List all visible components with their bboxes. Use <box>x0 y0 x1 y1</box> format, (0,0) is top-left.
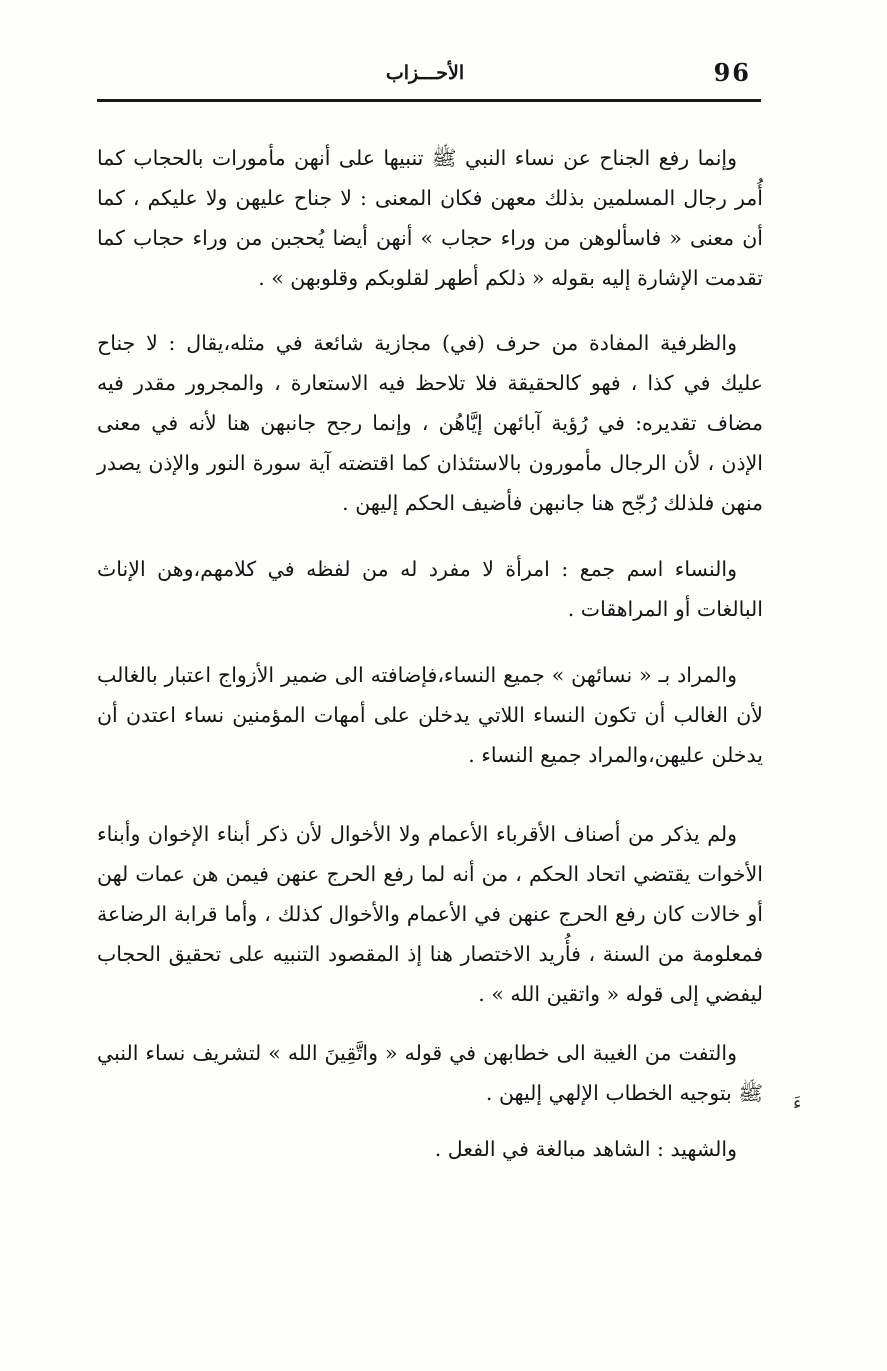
running-title: الأحـــزاب <box>385 62 465 84</box>
page-header <box>97 58 761 98</box>
paragraph-5: ولم يذكر من أصناف الأقرباء الأعمام ولا الأخوال لأن ذكر أبناء الإخوان وأبناء الأخوات يقتضي اتحاد الحكم ، من أنه لما رفع الحرج عنهن فيمن هن عمات لهن أو خالات كان رفع الحرج عنهن في الأعمام والأخوال كذلك ، وأما قرابة الرضاعة فمعلومة من السنة ، فأُريد الاختصار هنا إذ المقصود التنبيه على تحقيق الحجاب ليفضي إلى قوله « واتقين الله » . <box>97 822 763 1006</box>
margin-mark: ءَ <box>793 1093 802 1114</box>
paragraph-6: والتفت من الغيبة الى خطابهن في قوله « واتَّقِينَ الله » لتشريف نساء النبي ﷺ بتوجيه الخطاب الإلهي إليهن . <box>97 1041 763 1105</box>
paragraph-1: وإنما رفع الجناح عن نساء النبي ﷺ تنبيها على أنهن مأمورات بالحجاب كما أُمر رجال المسلمين بذلك معهن فكان المعنى : لا جناح عليهن ولا عليكم ، كما أن معنى « فاسألوهن من وراء حجاب » أنهن أيضا يُحجبن من وراء حجاب كما تقدمت الإشارة إليه بقوله « ذلكم أطهر لقلوبكم وقلوبهن » . <box>97 146 763 290</box>
paragraph-4: والمراد بـ « نسائهن » جميع النساء،فإضافته الى ضمير الأزواج اعتبار بالغالب لأن الغالب أن تكون النساء اللاتي يدخلن على أمهات المؤمنين نساء اعتدن أن يدخلن عليهن،والمراد جميع النساء . <box>97 663 763 767</box>
header-rule <box>97 99 761 102</box>
paragraph-2: والظرفية المفادة من حرف (في) مجازية شائعة في مثله،يقال : لا جناح عليك في كذا ، فهو كالحقيقة فلا تلاحظ فيه الاستعارة ، والمجرور مقدر فيه مضاف تقديره: في رُؤية آبائهن إيَّاهُن ، وإنما رجح جانبهن هنا لأنه في معنى الإذن ، لأن الرجال مأمورون بالاستئذان كما اقتضته آية سورة النور والإذن يصدر منهن فلذلك رُجّح هنا جانبهن فأضيف الحكم إليهن . <box>97 331 763 515</box>
paragraph-7: والشهيد : الشاهد مبالغة في الفعل . <box>434 1137 737 1161</box>
paragraph-3: والنساء اسم جمع : امرأة لا مفرد له من لفظه في كلامهم،وهن الإناث البالغات أو المراهقات . <box>97 557 763 621</box>
body-text <box>97 138 763 1169</box>
page-number: 96 <box>713 58 751 87</box>
